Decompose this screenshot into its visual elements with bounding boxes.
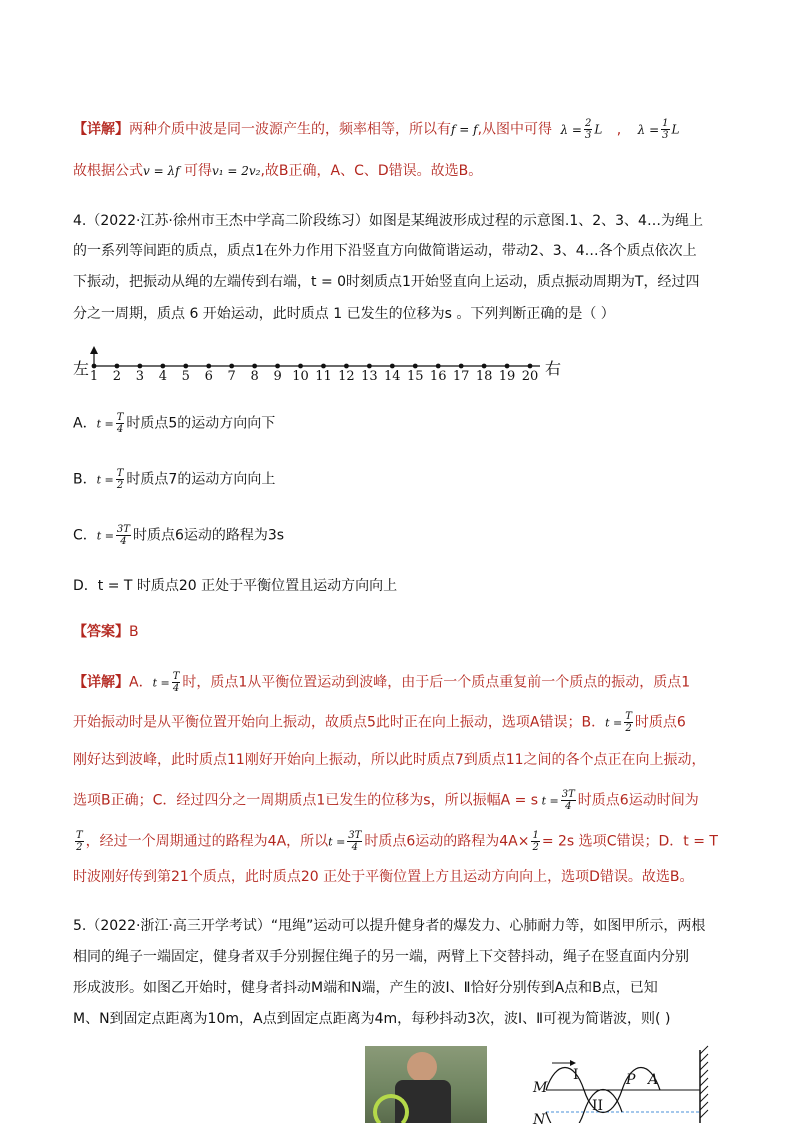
rope-point-label: 11 [315,369,332,384]
rope-point-16 [436,364,441,369]
rope-point-5 [183,364,188,369]
rope-point-label: 12 [338,369,355,384]
rope-point-label: 16 [429,369,447,384]
rope-point-2 [115,364,120,369]
rope-point-3 [137,364,142,369]
rope-point-label: 2 [112,369,122,384]
option-a[interactable]: A．t = $\frac{T}{4}$ 时质点5的运动方向向下 [73,412,276,435]
rope-point-14 [390,364,395,369]
rope-point-17 [459,364,464,369]
rope-point-20 [528,364,533,369]
q5-line4: M、N到固定点距离为10m，A点到固定点距离为4m，每秒抖动3次，波Ⅰ、Ⅱ可视为简谐波，则( ) [73,1011,671,1027]
detail-tag: 【详解】 [73,121,129,138]
rope-point-18 [482,364,487,369]
rope-point-1 [92,364,97,369]
fig-label-n: N [533,1112,546,1128]
option-b[interactable]: B．t = $\frac{T}{2}$ 时质点7的运动方向向上 [73,468,276,491]
rope-point-6 [206,364,211,369]
answer: 【答案】B [73,624,139,640]
fig-label-p: P [626,1072,636,1088]
fig-label-ii: II [592,1098,604,1114]
detail2-line2: 开始振动时是从平衡位置开始向上振动，故质点5此时正在向上振动，选项A错误；B．t = $\frac{T}{2}$ 时质点6 [73,711,686,734]
rope-point-label: 3 [135,369,145,384]
fig-label-a: A [648,1072,659,1088]
detail2-line3: 刚好达到波峰，此时质点11刚好开始向上振动，所以此时质点7到质点11之间的各个点正在向上振动， [73,752,706,768]
rope-point-8 [252,364,257,369]
rope-point-10 [298,364,303,369]
rope-point-label: 6 [204,369,213,384]
rope-point-12 [344,364,349,369]
right-label: 右 [545,359,562,378]
rope-point-label: 4 [158,369,167,384]
q4-line2: 的一系列等间距的质点，质点1在外力作用下沿竖直方向做简谐运动，带动2、3、4…各个质点依次上 [73,243,697,259]
q4-line3: 下振动，把振动从绳的左端传到右端，t = 0时刻质点1开始竖直向上运动，质点振动周期为T，经过四 [73,274,700,290]
rope-point-11 [321,364,326,369]
rope-point-label: 5 [181,369,190,384]
detail2-line1: 【详解】A．t = $\frac{T}{4}$ 时，质点1从平衡位置运动到波峰，由于后一个质点重复前一个质点的振动，质点1 [73,671,691,694]
q4-line4: 分之一周期，质点 6 开始运动，此时质点 1 已发生的位移为s 。下列判断正确的是（ ） [73,306,615,322]
rope-diagram [0,0,794,400]
detail1-line2: 故根据公式v = λf 可得v₁ = 2v₂,故B正确，A、C、D错误。故选B。 [73,163,483,179]
rope-point-label: 17 [452,369,470,384]
rope-point-label: 19 [498,369,516,384]
detail2-line6: 时波刚好传到第21个质点，此时质点20 正处于平衡位置上方且运动方向向上，选项D错误。故选B。 [73,869,694,885]
fig-label-i: I [573,1067,579,1083]
rope-point-19 [505,364,510,369]
q5-line2: 相同的绳子一端固定，健身者双手分别握住绳子的另一端，两臂上下交替抖动，绳子在竖直面内分别 [73,949,689,965]
rope-point-label: 1 [89,369,99,384]
left-label: 左 [73,359,90,378]
rope-point-9 [275,364,280,369]
rope-point-label: 13 [361,369,378,384]
option-d[interactable]: D．t = T 时质点20 正处于平衡位置且运动方向向上 [73,578,398,594]
detail2-line5: $\frac{T}{2}$ ，经过一个周期通过的路程为4A，所以t = $\frac{3T}{4}$ 时质点6运动的路程为4A× $\frac{1}{2}$ = 2s 选项C错误；D．t = T [76,830,718,853]
option-c[interactable]: C．t = $\frac{3T}{4}$ 时质点6运动的路程为3s [73,524,285,547]
rope-point-13 [367,364,372,369]
detail1-line: 【详解】两种介质中波是同一波源产生的，频率相等，所以有f = f,从图中可得 λ = $\frac{2}{3}$ L , λ = $\frac{1}{3}$ L [73,118,680,141]
q4-line1: 4.（2022·江苏·徐州市王杰中学高二阶段练习）如图是某绳波形成过程的示意图.1、2、3、4…为绳上 [73,213,703,229]
rope-point-7 [229,364,234,369]
fig-label-m: M [533,1080,548,1096]
rope-point-label: 14 [384,369,401,384]
rope-point-label: 20 [521,369,539,384]
q5-line1: 5.（2022·浙江·高三开学考试）“甩绳”运动可以提升健身者的爆发力、心肺耐力等，如图甲所示，两根 [73,918,706,934]
rope-point-label: 15 [406,369,424,384]
q5-line3: 形成波形。如图乙开始时，健身者抖动M端和N端，产生的波Ⅰ、Ⅱ恰好分别传到A点和B点，已知 [73,980,658,996]
rope-point-label: 18 [475,369,493,384]
rope-point-label: 10 [292,369,309,384]
rope-point-15 [413,364,418,369]
rope-point-label: 8 [250,369,259,384]
detail2-line4: 选项B正确；C．经过四分之一周期质点1已发生的位移为s，所以振幅A = s t = $\frac{3T}{4}$ 时质点6运动时间为 [73,789,699,812]
photo-figure [365,1046,487,1123]
rope-point-label: 7 [227,369,236,384]
rope-point-label: 9 [273,369,282,384]
rope-point-4 [160,364,165,369]
